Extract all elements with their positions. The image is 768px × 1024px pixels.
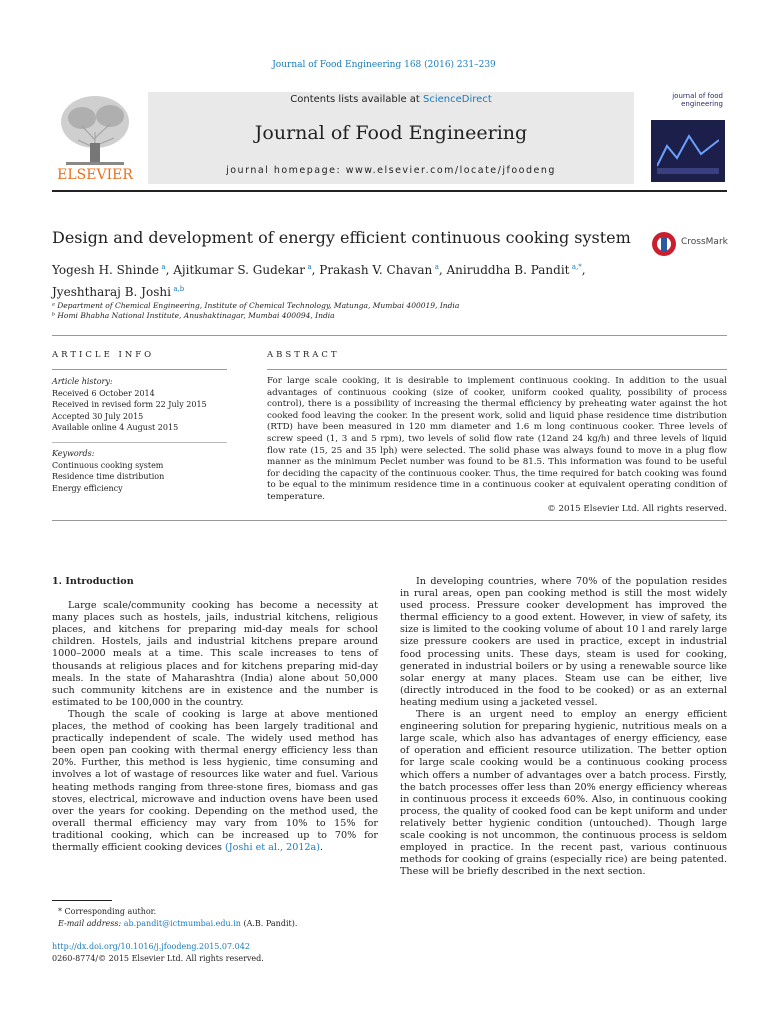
history-label: Article history:	[52, 377, 113, 386]
crossmark-badge[interactable]	[651, 229, 731, 259]
doi-block	[52, 941, 382, 964]
paragraph: Though the scale of cooking is large at above mentioned places, the method of cooking has been largely traditional and practically independent of scale. The widely used method has been open pan cooking with thermal energy efficiency less than 20%. Further, this method is less hygienic, time consuming and involves a lot of wastage of resources like water and fuel. Various heating methods ranging from three-stone fires, biomass and gas stoves, electrical, microwave and induction ovens have been used over the years for cooking. Depending on the method used, the overall thermal efficiency may vary from 10% to 15% for traditional cooking, which can be increased up to 70% for thermally efficient cooking devices (Joshi et al., 2012a).	[52, 708, 378, 853]
paragraph-text: Though the scale of cooking is large at above mentioned places, the method of cooking has been largely traditional and practically independent of scale. The widely used method has been open pan cooking with thermal energy efficiency less than 20%. Further, this method is less hygienic, time consuming and involves a lot of wastage of resources like water and fuel. Various heating methods ranging from three-stone fires, biomass and gas stoves, electrical, microwave and induction ovens have been used over the years for cooking. Depending on the method used, the overall thermal efficiency may vary from 10% to 15% for traditional cooking, which can be increased up to 70% for thermally efficient cooking devices	[52, 708, 378, 853]
cover-graphic	[657, 126, 719, 176]
author-list: Yogesh H. Shinde $^a$, Ajitkumar S. Gudekar $^a$, Prakash V. Chavan $^a$, Aniruddha B. Pandit $^{a,*}$, Jyeshtharaj B. Joshi $^{a,b}$	[52, 263, 586, 299]
abstract-heading: ABSTRACT	[267, 350, 340, 360]
crossmark-icon	[651, 231, 677, 257]
keyword: Residence time distribution	[52, 472, 165, 481]
footnote-rule	[52, 900, 112, 901]
author-name: Aniruddha B. Pandit	[446, 263, 570, 277]
footnote	[52, 906, 382, 929]
author-name: Jyeshtharaj B. Joshi	[52, 285, 171, 299]
abstract-body	[267, 376, 727, 515]
body-column-left	[52, 576, 378, 854]
article-info-heading: ARTICLE INFO	[52, 350, 155, 360]
history-item: Received in revised form 22 July 2015	[52, 400, 207, 409]
email-label: E-mail address:	[58, 918, 124, 928]
abstract-bottom-rule	[52, 520, 727, 521]
keyword: Continuous cooking system	[52, 460, 164, 470]
abstract-text: For large scale cooking, it is desirable to implement continuous cooking. In addition to the usual advantages of continuous cooking (size of cooker, uniform cooked quality, possibility of process control), there is a possibility of increasing the thermal efficiency by preheating water against the hot cooked food leaving the cooker. In the present work, solid and liquid phase residence time distribution (RTD) have been measured in 120 mm diameter and 1.6 m long continuous cooker. Three levels of screw speed (1, 3 and 5 rpm), two levels of solid flow rate (12and 24 kg/h) and three levels of liquid flow rate (15, 25 and 35 lph) were selected. The solid phase was always found to move in a plug flow manner as the minimum Peclet number was found to be 81.5. This information was found to be useful for deciding the capacity of the continuous cooker. Thus, the time required for batch cooking was found to be equal to the minimum residence time in a continuous cooker at equivalent operating condition of temperature.	[267, 376, 727, 502]
article-history	[52, 376, 232, 434]
author-name: Prakash V. Chavan	[319, 263, 433, 277]
keywords-rule	[52, 442, 227, 443]
journal-reference[interactable]: Journal of Food Engineering 168 (2016) 231–239	[272, 60, 496, 70]
keyword: Energy efficiency	[52, 483, 123, 493]
journal-homepage[interactable]: journal homepage: www.elsevier.com/locate/jfoodeng	[226, 165, 556, 176]
section-rule	[52, 335, 727, 336]
email-suffix: (A.B. Pandit).	[240, 918, 298, 928]
author-name: Ajitkumar S. Gudekar	[173, 263, 306, 277]
author-affil-link[interactable]: a	[307, 263, 312, 271]
email-line	[52, 918, 382, 930]
section-heading-introduction: 1. Introduction	[52, 576, 134, 587]
corresponding-author: * Corresponding author.	[58, 907, 157, 916]
history-item: Available online 4 August 2015	[52, 423, 179, 432]
paragraph: In developing countries, where 70% of the population resides in rural areas, open pan cooking method is still the most widely used process. Pressure cooker development has improved the thermal efficiency to a good extent. However, in view of safety, its size is limited to the cooking volume of about 10 l and rarely large size pressure cookers are used in practice, except in industrial food processing units. These days, steam is used for cooking, generated in industrial boilers or by using a renewable source like solar energy at many places. Steam use can be either, live (directly introduced in the food to be cooked) or as an external heating medium using a jacketed vessel.	[400, 576, 727, 708]
author-affil-link[interactable]: a,b	[173, 285, 185, 293]
keywords	[52, 448, 232, 494]
article-info-rule	[52, 369, 227, 370]
citation-link[interactable]: (Joshi et al., 2012a)	[225, 841, 320, 853]
journal-title: Journal of Food Engineering	[254, 122, 528, 144]
email-link[interactable]: ab.pandit@ictmumbai.edu.in	[123, 918, 241, 928]
keywords-label: Keywords:	[52, 449, 95, 458]
issn-line: 0260-8774/© 2015 Elsevier Ltd. All rights reserved.	[52, 953, 264, 963]
author-affil-link[interactable]: a	[161, 263, 166, 271]
abstract-rule	[267, 369, 727, 370]
publisher-name: ELSEVIER	[57, 167, 133, 183]
journal-cover-image	[651, 86, 725, 182]
cover-title: journal of food engineering	[672, 92, 723, 108]
affiliations	[52, 301, 612, 321]
author-name: Yogesh H. Shinde	[52, 263, 159, 277]
affiliation-a: ᵃ Department of Chemical Engineering, Institute of Chemical Technology, Matunga, Mumbai 400019, India	[52, 301, 460, 310]
contents-prefix: Contents lists available at	[290, 94, 424, 105]
crossmark-label: CrossMark	[681, 237, 728, 247]
history-item: Received 6 October 2014	[52, 388, 155, 398]
article-title: Design and development of energy efficient continuous cooking system	[52, 228, 631, 247]
author-affil-link[interactable]: a,*	[571, 263, 582, 271]
contents-available	[148, 94, 634, 105]
author-affil-link[interactable]: a	[434, 263, 439, 271]
elsevier-tree-logo	[52, 88, 138, 184]
header-rule	[52, 190, 727, 192]
paragraph: There is an urgent need to employ an energy efficient engineering solution for preparing hygienic, nutritious meals on a large scale, which also has advantages of energy efficiency, ease of operation and efficient resource utilization. The better option for large scale cooking would be a continuous cooking process which offers a number of advantages over a batch process. Firstly, the batch processes offer less than 20% energy efficiency whereas in continuous process it exceeds 60%. Also, in continuous cooking process, the quality of cooked food can be kept uniform and under relatively better hygienic condition (untouched). Though large scale cooking is not uncommon, the continuous process is seldom employed in practice. In the recent past, various continuous methods for cooking of grains (especially rice) are being patented. These will be briefly described in the next section.	[400, 709, 727, 878]
doi-link[interactable]: http://dx.doi.org/10.1016/j.jfoodeng.2015.07.042	[52, 942, 250, 951]
affiliation-b: ᵇ Homi Bhabha National Institute, Anushaktinagar, Mumbai 400094, India	[52, 311, 335, 320]
body-column-right	[400, 576, 727, 878]
paragraph: Large scale/community cooking has become a necessity at many places such as hostels, jails, industrial kitchens, religious places, and kitchens for preparing mid-day meals for school children. Hostels, jails and industrial kitchens prepare around 1000–2000 meals at a time. This scale increases to tens of thousands at religious places and for kitchens preparing mid-day meals. In the state of Maharashtra (India) alone about 50,000 such community kitchens are in existence and the number is estimated to be 100,000 in the country.	[52, 600, 378, 708]
history-item: Accepted 30 July 2015	[52, 411, 144, 421]
abstract-copyright: © 2015 Elsevier Ltd. All rights reserved.	[547, 503, 727, 514]
sciencedirect-link[interactable]: ScienceDirect	[423, 94, 492, 105]
